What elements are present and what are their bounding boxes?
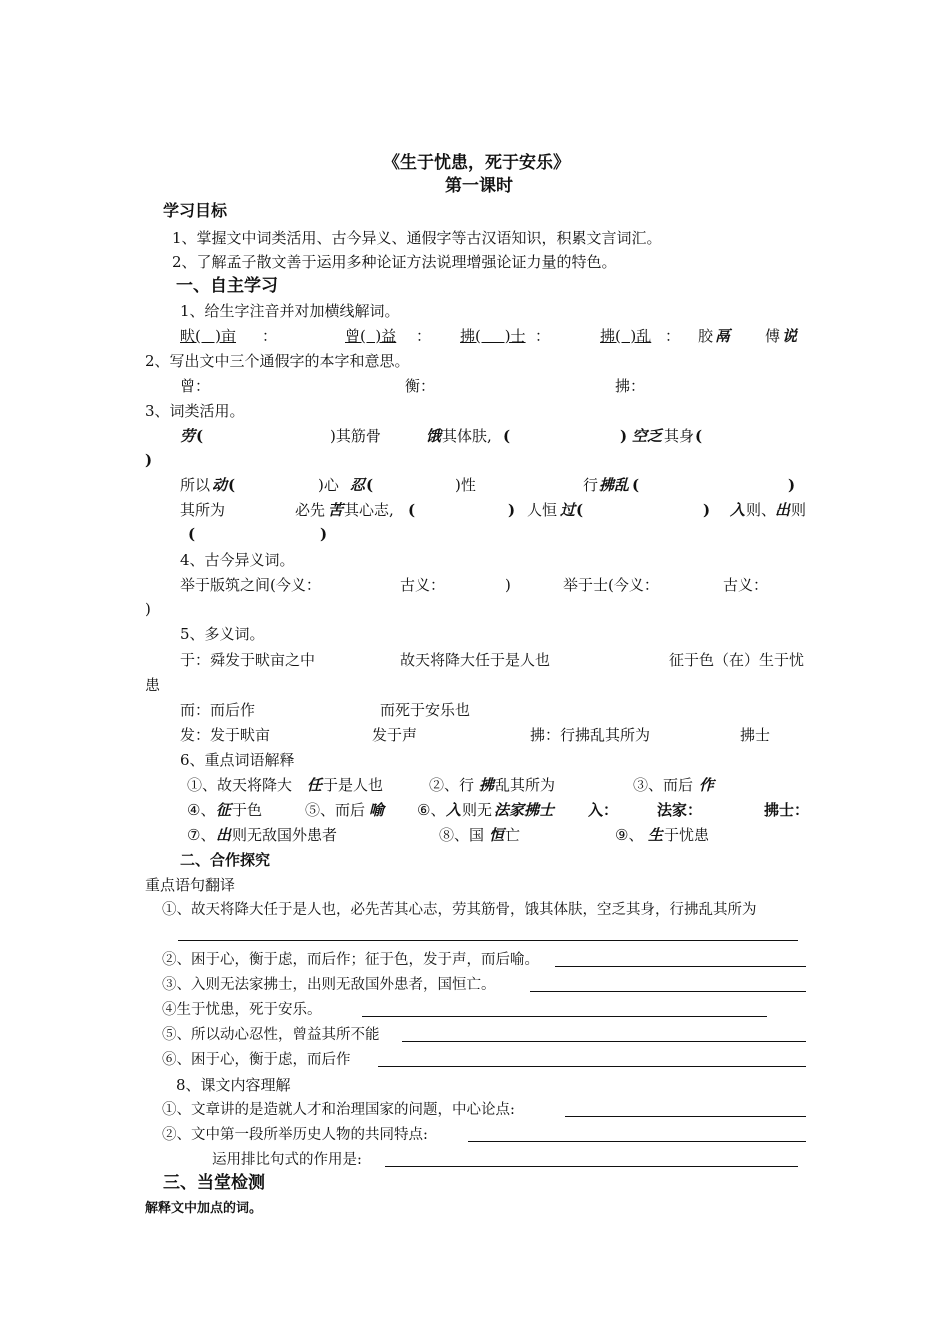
q3-word: 忍 xyxy=(350,476,366,494)
answer-line[interactable] xyxy=(530,991,806,992)
q6-label: 拂士： xyxy=(764,801,810,819)
translation-4: ④生于忧患，死于安乐。 xyxy=(162,1002,322,1018)
objective-2: 2、了解孟子散文善于运用多种论证方法说理增强论证力量的特色。 xyxy=(172,253,617,271)
q6-text: 乱其所为 xyxy=(495,776,556,794)
q3-paren: ( xyxy=(408,501,416,519)
q3-paren: ( xyxy=(228,476,236,494)
q1-colon: ： xyxy=(262,327,278,345)
q8-item-1: ①、文章讲的是造就人才和治理国家的问题，中心论点: xyxy=(162,1102,515,1118)
q3-text: )其筋骨 xyxy=(330,427,381,445)
q3-paren: ) xyxy=(508,501,516,519)
q4-text: 古义： xyxy=(723,576,769,594)
q1-item-yue: 说 xyxy=(782,327,798,345)
q6-text: 则无敌国外患者 xyxy=(232,826,338,844)
q6-word: 出 xyxy=(216,826,232,844)
q3-word: 动 xyxy=(212,476,228,494)
q3-text: 其体肤, xyxy=(442,427,492,445)
q4-text: 古义： xyxy=(400,576,446,594)
answer-line[interactable] xyxy=(555,966,806,967)
q6-label: 法家： xyxy=(657,801,703,819)
answer-line[interactable] xyxy=(362,1016,767,1017)
q3-text: )性 xyxy=(455,476,476,494)
q6-word: 征 xyxy=(216,801,232,819)
section-2-heading: 二、合作探究 xyxy=(180,851,271,869)
q5-text: 拂：行拂乱其所为 xyxy=(530,726,651,744)
q6-text: ③、而后 xyxy=(633,776,694,794)
q5-text: 而：而后作 xyxy=(180,701,256,719)
q2-prompt: 2、写出文中三个通假字的本字和意思。 xyxy=(145,352,410,370)
q8-item-2: ②、文中第一段所举历史人物的共同特点: xyxy=(162,1127,428,1143)
q8-item-3: 运用排比句式的作用是: xyxy=(212,1152,362,1168)
answer-line[interactable] xyxy=(402,1041,806,1042)
q2-item-heng: 衡： xyxy=(405,377,436,395)
q3-word: 出 xyxy=(775,501,791,519)
q6-text: ⑨、 xyxy=(615,826,644,844)
q4-prompt: 4、古今异义词。 xyxy=(180,551,295,569)
q4-text: ) xyxy=(505,576,511,594)
q3-paren: ( xyxy=(188,525,196,543)
q3-paren: ( xyxy=(695,427,703,445)
q6-text: 于忧患 xyxy=(664,826,710,844)
q3-paren: ( xyxy=(366,476,374,494)
q3-word: 过 xyxy=(560,501,576,519)
q1-colon: ： xyxy=(416,327,432,345)
q6-word: 作 xyxy=(699,776,715,794)
q1-prompt: 1、给生字注音并对加横线解词。 xyxy=(180,302,400,320)
q3-word: 空乏 xyxy=(632,427,663,445)
q6-text: ⑦、 xyxy=(187,826,216,844)
q3-paren: ) xyxy=(788,476,796,494)
q6-text: ⑥、 xyxy=(417,801,446,819)
q2-item-fu: 拂： xyxy=(615,377,646,395)
q4-row-1-wrap: ) xyxy=(145,600,151,618)
q1-item-bishi: 拂( )士 xyxy=(460,327,526,345)
q3-prompt: 3、词类活用。 xyxy=(145,402,245,420)
doc-subtitle: 第一课时 xyxy=(445,176,513,196)
translation-3: ③、入则无法家拂士，出则无敌国外患者，国恒亡。 xyxy=(162,977,496,993)
section-1-heading: 一、自主学习 xyxy=(176,276,278,296)
translation-2: ②、困于心，衡于虑，而后作；征于色，发于声，而后喻。 xyxy=(162,952,539,968)
q3-paren: ) xyxy=(703,501,711,519)
q3-text: )心 xyxy=(318,476,339,494)
q6-prompt: 6、重点词语解释 xyxy=(180,751,295,769)
q3-text: 其身 xyxy=(664,427,695,445)
q3-word: 入 xyxy=(730,501,746,519)
section-2-subheading: 重点语句翻译 xyxy=(145,876,236,894)
q5-text: 征于色（在）生于忧 xyxy=(669,651,805,669)
q8-prompt: 8、课文内容理解 xyxy=(176,1076,291,1094)
section-3-subheading: 解释文中加点的词。 xyxy=(145,1201,263,1216)
q1-colon: ： xyxy=(665,327,681,345)
objective-1: 1、掌握文中词类活用、古今异义、通假字等古汉语知识，积累文言词汇。 xyxy=(172,229,662,247)
q3-word: 拂乱 xyxy=(599,476,630,494)
q3-text: 则、 xyxy=(746,501,777,519)
q1-item-ge: 鬲 xyxy=(715,327,731,345)
q6-word: 喻 xyxy=(369,801,385,819)
q5-text: 而死于安乐也 xyxy=(380,701,471,719)
q5-text: 于：舜发于畎亩之中 xyxy=(180,651,316,669)
q3-word: 劳 xyxy=(180,427,196,445)
q6-word: 法家拂士 xyxy=(494,801,555,819)
q6-label: 入： xyxy=(588,801,619,819)
q3-word: 苦 xyxy=(328,501,344,519)
q6-text: 亡 xyxy=(505,826,521,844)
q1-item-fu: 傅 xyxy=(765,327,781,345)
q6-text: ⑤、而后 xyxy=(305,801,366,819)
q5-text: 发：发于畎亩 xyxy=(180,726,271,744)
q1-item-quanmu: 畎( )亩 xyxy=(180,327,237,345)
q3-paren: ) xyxy=(620,427,628,445)
q3-row-1-wrap: ) xyxy=(145,451,153,469)
q3-paren: ) xyxy=(320,525,328,543)
q3-text: 行 xyxy=(583,476,599,494)
q3-text: 必先 xyxy=(295,501,326,519)
q3-text: 所以 xyxy=(180,476,211,494)
q5-row-1-wrap: 患 xyxy=(145,676,161,694)
q5-prompt: 5、多义词。 xyxy=(180,625,265,643)
q1-item-fuluan: 拂( )乱 xyxy=(600,327,652,345)
answer-line[interactable] xyxy=(378,1066,806,1067)
doc-title: 《生于忧患，死于安乐》 xyxy=(383,153,570,173)
q1-item-zengyi: 曾( )益 xyxy=(345,327,397,345)
q6-text: 则无 xyxy=(462,801,493,819)
q1-item-jiao: 胶 xyxy=(698,327,714,345)
answer-line[interactable] xyxy=(565,1116,806,1117)
objectives-heading: 学习目标 xyxy=(163,201,228,220)
q6-text: ⑧、国 xyxy=(439,826,485,844)
q3-text: 其所为 xyxy=(180,501,226,519)
q6-word: 拂 xyxy=(479,776,495,794)
q3-paren: ( xyxy=(632,476,640,494)
q3-text: 则 xyxy=(791,501,807,519)
q6-word: 入 xyxy=(446,801,462,819)
q3-text: 人恒 xyxy=(527,501,558,519)
q6-word: 任 xyxy=(307,776,323,794)
q3-paren: ( xyxy=(503,427,511,445)
q6-text: 于是人也 xyxy=(323,776,384,794)
q4-text: 举于版筑之间(今义： xyxy=(180,576,321,594)
translation-6: ⑥、困于心，衡于虑，而后作 xyxy=(162,1052,351,1068)
answer-line[interactable] xyxy=(385,1166,798,1167)
section-3-heading: 三、当堂检测 xyxy=(163,1173,265,1193)
answer-line[interactable] xyxy=(178,940,798,941)
q6-text: 于色 xyxy=(232,801,263,819)
q6-word: 生 xyxy=(648,826,664,844)
q4-text: 举于士(今义： xyxy=(563,576,659,594)
translation-5: ⑤、所以动心忍性，曾益其所不能 xyxy=(162,1027,380,1043)
q5-text: 故天将降大任于是人也 xyxy=(400,651,551,669)
q3-word: 饿 xyxy=(426,427,442,445)
q5-text: 拂士 xyxy=(740,726,771,744)
q6-text: ①、故天将降大 xyxy=(187,776,293,794)
q2-item-zeng: 曾： xyxy=(180,377,211,395)
q6-word: 恒 xyxy=(489,826,505,844)
q1-colon: ： xyxy=(535,327,551,345)
q3-text: 其心志, xyxy=(344,501,394,519)
q5-text: 发于声 xyxy=(372,726,418,744)
q3-paren: ( xyxy=(576,501,584,519)
q6-text: ②、行 xyxy=(429,776,475,794)
q3-paren: ( xyxy=(196,427,204,445)
translation-1: ①、故天将降大任于是人也，必先苦其心志，劳其筋骨，饿其体肤，空乏其身，行拂乱其所为 xyxy=(162,902,757,918)
q6-text: ④、 xyxy=(187,801,216,819)
answer-line[interactable] xyxy=(468,1141,806,1142)
